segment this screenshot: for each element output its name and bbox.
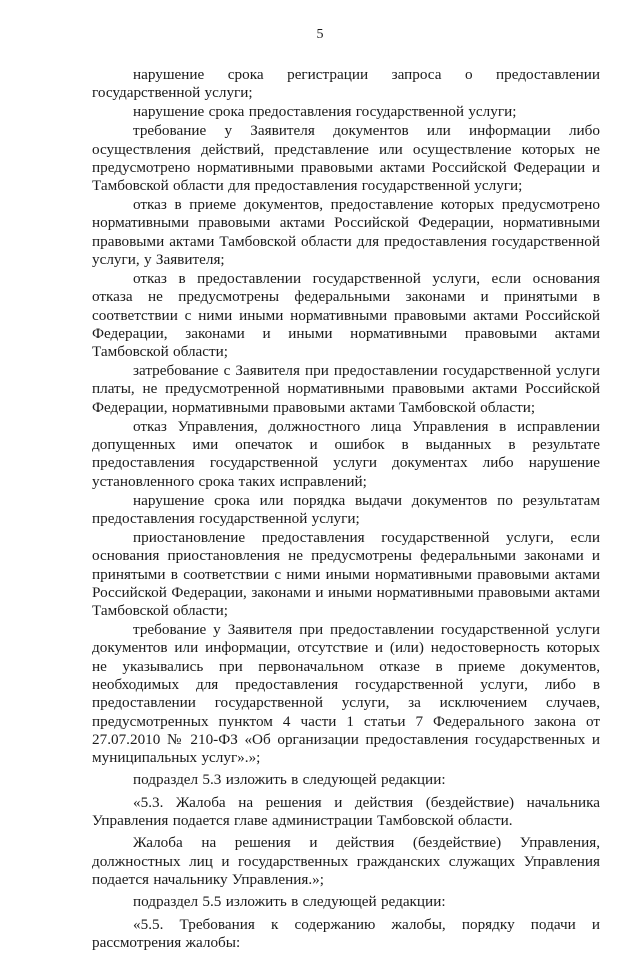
paragraph: подраздел 5.3 изложить в следующей редакции: [133,771,446,789]
paragraph: нарушение срока предоставления государственной услуги; [133,103,517,121]
paragraph: отказ в приеме документов, предоставление которых предусмотрено нормативными правовыми актами Российской Федерации, нормативными правовыми актами Тамбовской области для предоставления государственной услуги, у Заявителя; [92,196,600,269]
paragraph: «5.5. Требования к содержанию жалобы, порядку подачи и рассмотрения жалобы: [92,915,600,951]
paragraph: «5.3. Жалоба на решения и действия (бездействие) начальника Управления подается главе администрации Тамбовской области. [92,793,600,830]
document-body [92,66,600,953]
paragraph: отказ Управления, должностного лица Управления в исправлении допущенных ими опечаток и ошибок в выданных в результате предоставления государственной услуги документах либо нарушение установленного срока таких исправлений; [92,417,600,490]
paragraph: подраздел 5.5 изложить в следующей редакции: [133,893,446,911]
page-number: 5 [316,27,324,42]
paragraph: отказ в предоставлении государственной услуги, если основания отказа не предусмотрены федеральными законами и принятыми в соответствии с ними иными нормативными правовыми актами Российской Федерации, законами и иными нормативными правовыми актами Тамбовской области; [92,270,600,361]
paragraph: требование у Заявителя при предоставлении государственной услуги документов или информации, отсутствие и (или) недостоверность которых не указывались при первоначальном отказе в приеме документов, необходимых для предоставления государственной услуги, либо в предоставлении государственной услуги, за исключением случаев, предусмотренных пунктом 4 части 1 статьи 7 Федерального закона от 27.07.2010 № 210-ФЗ «Об организации предоставления государственных и муниципальных услуг».»; [92,621,600,767]
paragraph: требование у Заявителя документов или информации либо осуществления действий, представление или осуществление которых не предусмотрено нормативными правовыми актами Российской Федерации и Тамбовской области для предоставления государственной услуги; [92,122,600,195]
paragraph: затребование с Заявителя при предоставлении государственной услуги платы, не предусмотренной нормативными правовыми актами Российской Федерации, нормативными правовыми актами Тамбовской области; [92,362,600,416]
paragraph: нарушение срока регистрации запроса о предоставлении государственной услуги; [92,66,600,102]
paragraph: нарушение срока или порядка выдачи документов по результатам предоставления государственной услуги; [92,491,600,527]
paragraph: приостановление предоставления государственной услуги, если основания приостановления не предусмотрены федеральными законами и принятыми в соответствии с ними иными нормативными правовыми актами Российской Федерации, законами и иными нормативными правовыми актами Тамбовской области; [92,528,600,620]
paragraph: Жалоба на решения и действия (бездействие) Управления, должностных лиц и государственных гражданских служащих Управления подается начальнику Управления.»; [92,834,600,888]
